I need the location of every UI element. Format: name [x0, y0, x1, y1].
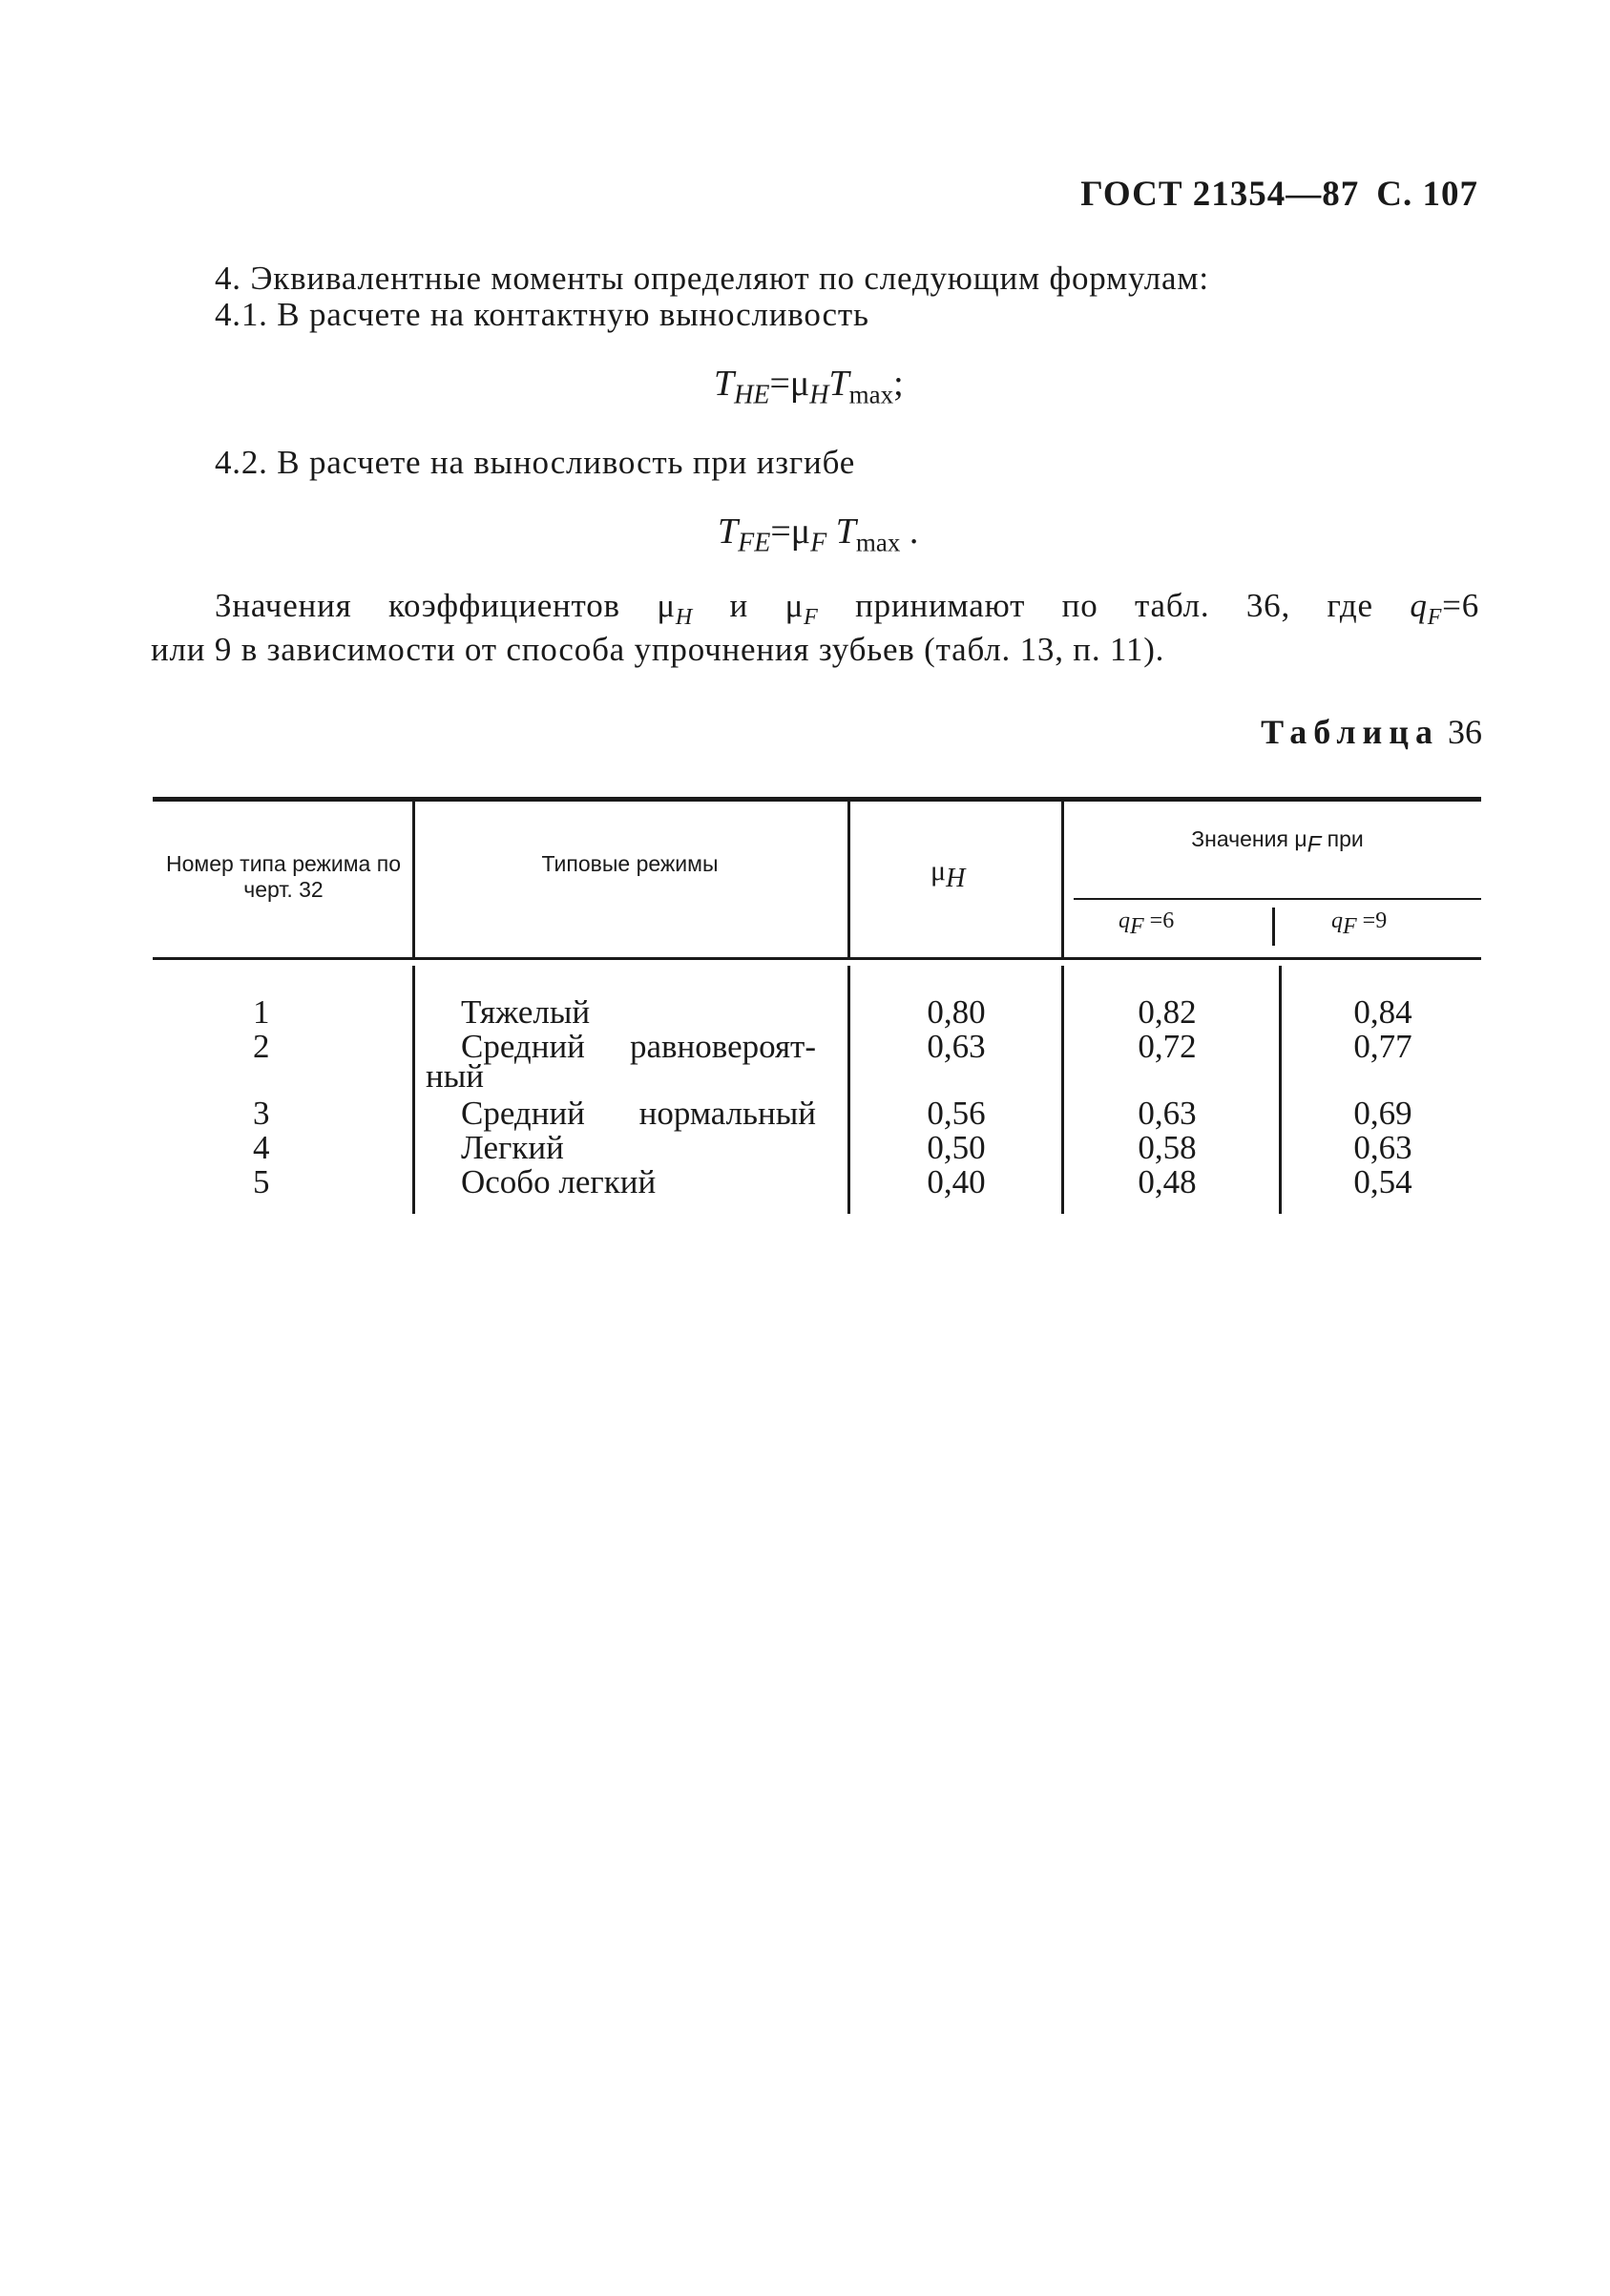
body-divider-4 — [1279, 966, 1282, 1214]
table-header-rule — [153, 957, 1481, 960]
row-number: 1 — [253, 993, 270, 1031]
formula-the: $T_{HE}=\mu_HT_{max}$; — [714, 364, 904, 410]
col-header-mu-h: $\mu_H$ — [930, 855, 966, 893]
header-divider-2 — [847, 802, 850, 957]
row-q9: 0,63 — [1353, 1129, 1412, 1166]
row-number: 3 — [253, 1095, 270, 1132]
row-mode: Особо легкий — [461, 1163, 657, 1200]
row-q6: 0,58 — [1138, 1129, 1197, 1166]
body-divider-3 — [1061, 966, 1064, 1214]
body-divider-2 — [847, 966, 850, 1214]
col-header-q9: $q_F =9$ — [1331, 908, 1388, 939]
row-number: 5 — [253, 1163, 270, 1200]
row-q9: 0,69 — [1353, 1095, 1412, 1132]
row-q6: 0,72 — [1138, 1028, 1197, 1065]
row-q9: 0,77 — [1353, 1028, 1412, 1065]
body-divider-1 — [412, 966, 415, 1214]
row-q9: 0,54 — [1353, 1163, 1412, 1200]
col-header-mu-f-group: Значения $\mu_F$ при — [1191, 826, 1364, 858]
row-mode-continuation: ный — [426, 1057, 484, 1095]
table-caption: Таблица 36 — [1261, 713, 1482, 751]
col-header-q6: $q_F =6$ — [1119, 908, 1175, 939]
row-mu-h: 0,50 — [927, 1129, 986, 1166]
row-q6: 0,82 — [1138, 993, 1197, 1031]
coefficients-note-line1: Значения коэффициентов $\mu_H$ и $\mu_F$ принимают по табл. 36, где $q_F=6$ — [215, 587, 1479, 630]
coefficients-note-line2: или 9 в зависимости от способа упрочнения зубьев (табл. 13, п. 11). — [151, 631, 1165, 668]
row-mode: Тяжелый — [461, 993, 591, 1031]
row-number: 4 — [253, 1129, 270, 1166]
col-header-typical-modes: Типовые режимы — [541, 851, 719, 876]
section-4-1: 4.1. В расчете на контактную выносливость — [215, 296, 869, 333]
section-4-2: 4.2. В расчете на выносливость при изгибе — [215, 444, 856, 481]
header-divider-4 — [1272, 908, 1275, 946]
table-top-rule — [153, 797, 1481, 802]
table-group-rule — [1074, 898, 1481, 900]
row-mu-h: 0,80 — [927, 993, 986, 1031]
row-mu-h: 0,40 — [927, 1163, 986, 1200]
row-number: 2 — [253, 1028, 270, 1065]
row-mu-h: 0,63 — [927, 1028, 986, 1065]
row-q6: 0,48 — [1138, 1163, 1197, 1200]
header-divider-1 — [412, 802, 415, 957]
standard-number: ГОСТ 21354—87 — [1080, 175, 1360, 214]
page-header — [1080, 174, 1478, 215]
row-mode: Легкий — [461, 1129, 564, 1166]
row-mode: Средний равновероят- — [461, 1028, 816, 1065]
page-number: С. 107 — [1376, 175, 1478, 214]
col-header-regime-number: Номер типа режима по черт. 32 — [165, 851, 401, 902]
header-divider-3 — [1061, 802, 1064, 957]
row-mu-h: 0,56 — [927, 1095, 986, 1132]
row-q6: 0,63 — [1138, 1095, 1197, 1132]
formula-tfe: $T_{FE}=\mu_F$ $T_{max}$ . — [718, 511, 919, 558]
intro-paragraph: 4. Эквивалентные моменты определяют по следующим формулам: — [215, 260, 1209, 297]
row-mode: Средний нормальный — [461, 1095, 816, 1132]
row-q9: 0,84 — [1353, 993, 1412, 1031]
